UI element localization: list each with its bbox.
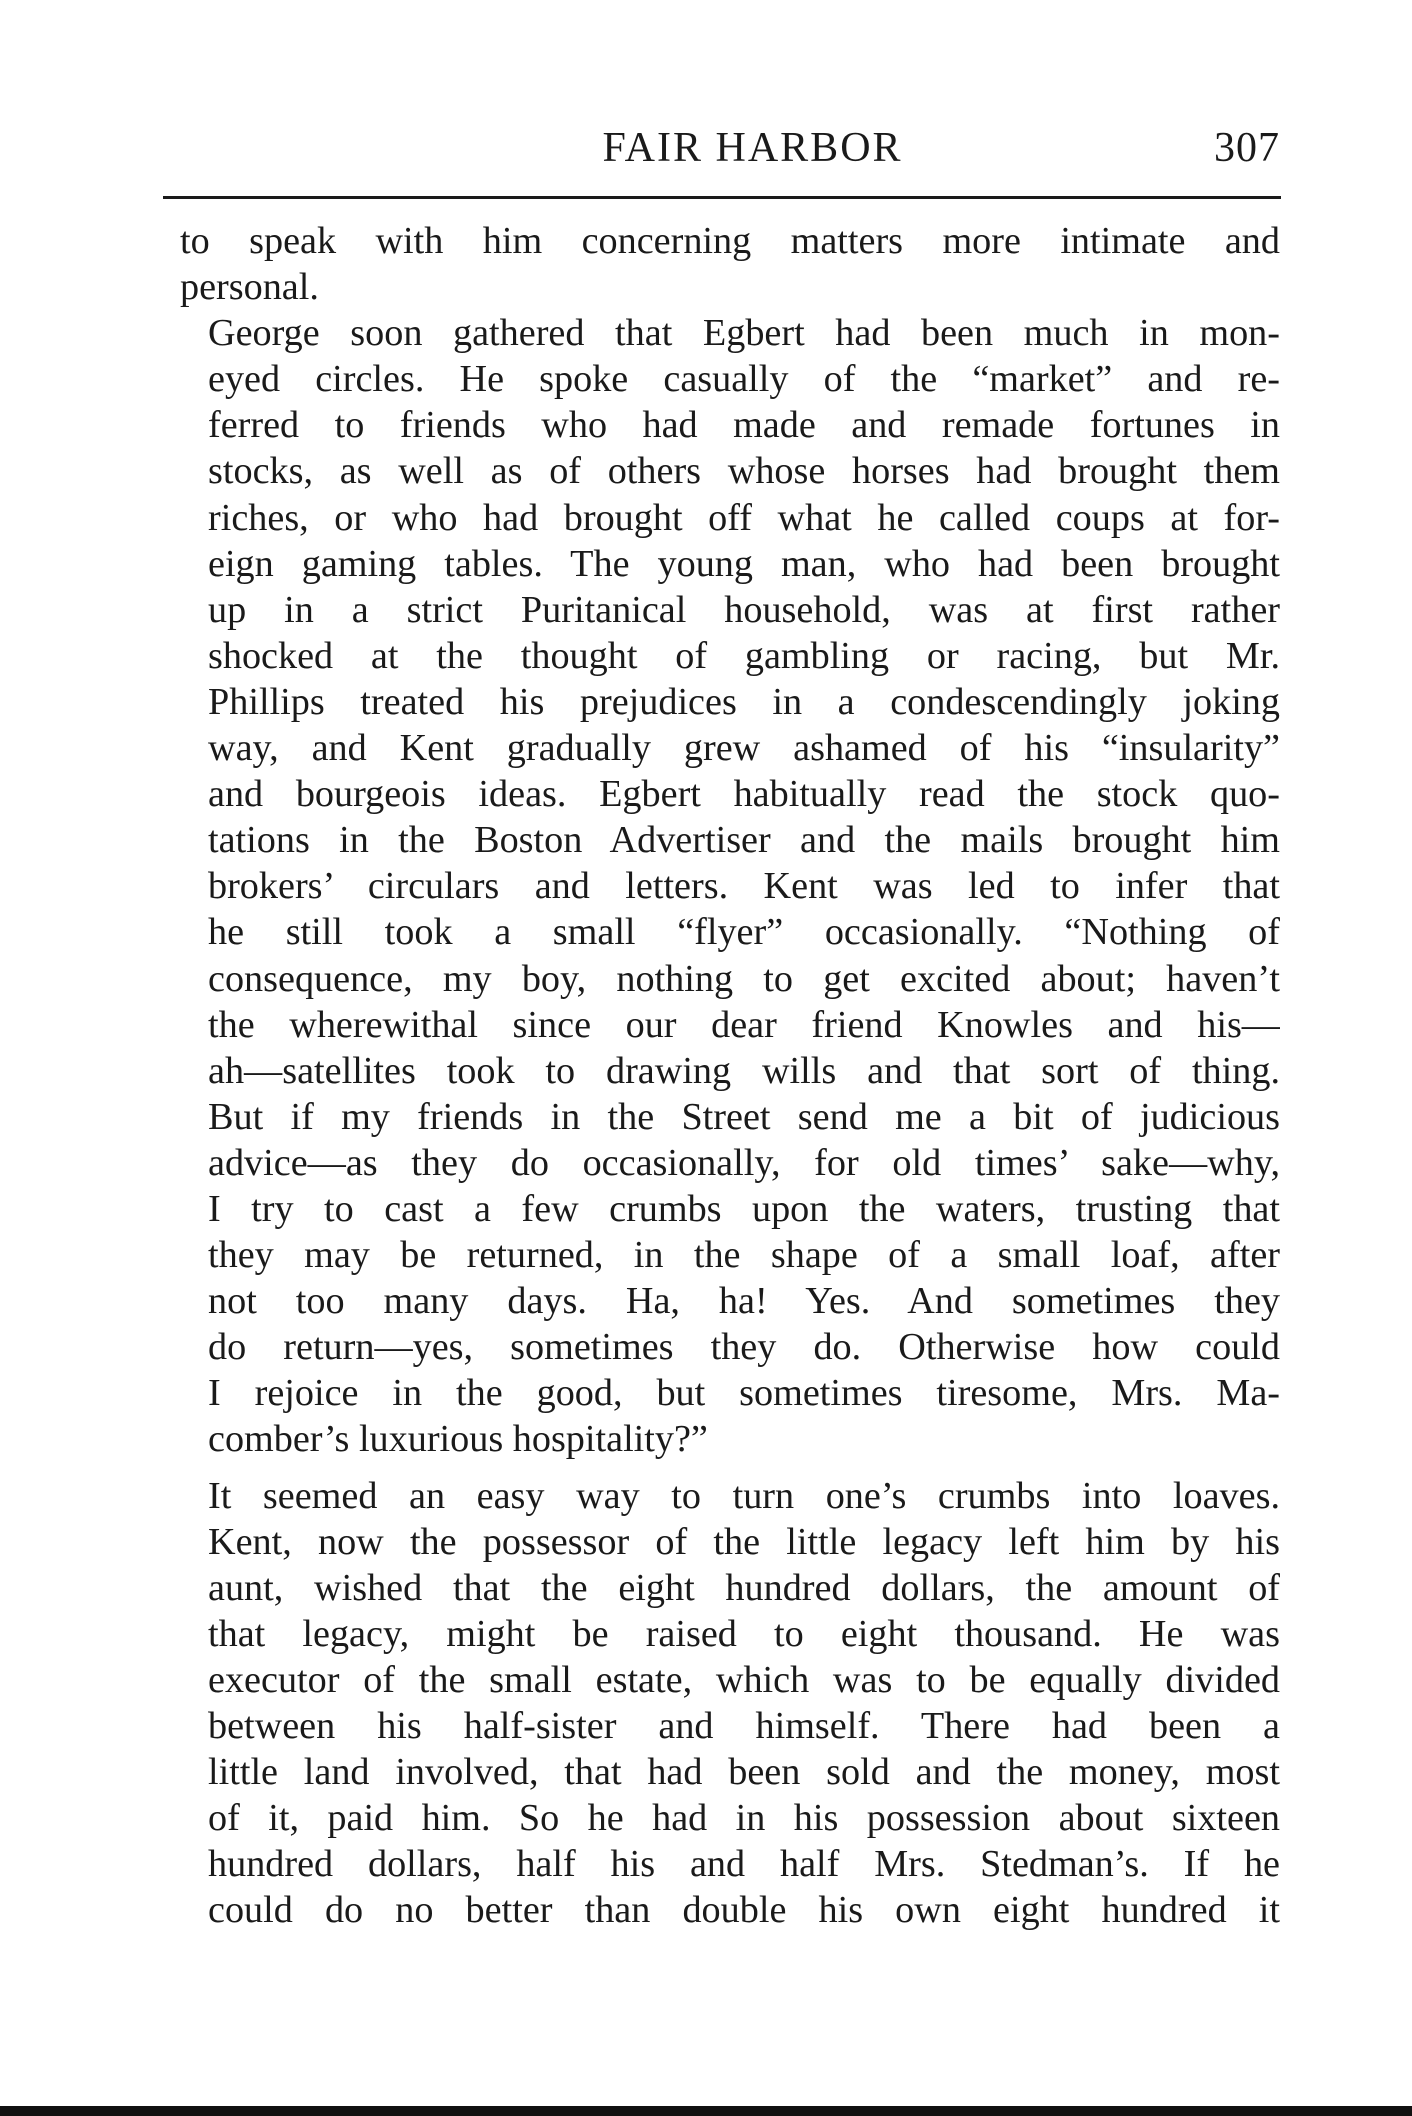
running-head (165, 118, 1280, 178)
text-line: could do no better than double his own eight hundred it (208, 1889, 1280, 1932)
header-rule (163, 196, 1281, 199)
paragraph-3 (180, 1473, 1280, 1934)
paragraph-2 (180, 310, 1280, 1462)
text-line: I try to cast a few crumbs upon the waters, trusting that (208, 1187, 1280, 1230)
text-line: not too many days. Ha, ha! Yes. And sometimes they (208, 1280, 1280, 1323)
text-line: aunt, wished that the eight hundred dollars, the amount of (208, 1566, 1280, 1609)
text-line: It seemed an easy way to turn one’s crumbs into loaves. (208, 1474, 1280, 1517)
text-line: little land involved, that had been sold and the money, most (208, 1751, 1280, 1794)
text-line: Phillips treated his prejudices in a condescendingly joking (208, 680, 1280, 723)
text-line: I rejoice in the good, but sometimes tiresome, Mrs. Ma- (208, 1372, 1280, 1415)
text-line: they may be returned, in the shape of a small loaf, after (208, 1234, 1280, 1277)
text-line: Kent, now the possessor of the little legacy left him by his (208, 1520, 1280, 1563)
text-line: do return—yes, sometimes they do. Otherwise how could (208, 1326, 1280, 1369)
text-line: he still took a small “flyer” occasionally. “Nothing of (208, 911, 1280, 954)
text-line: shocked at the thought of gambling or racing, but Mr. (208, 634, 1280, 677)
text-line: up in a strict Puritanical household, was at first rather (208, 588, 1280, 631)
text-line: way, and Kent gradually grew ashamed of his “insularity” (208, 727, 1280, 770)
text-line: eign gaming tables. The young man, who had been brought (208, 542, 1280, 585)
page-number: 307 (1214, 125, 1280, 171)
text-line: eyed circles. He spoke casually of the “market” and re- (208, 358, 1280, 401)
running-title: FAIR HARBOR (602, 125, 903, 171)
text-line: the wherewithal since our dear friend Knowles and his— (208, 1003, 1280, 1046)
text-line: ah—satellites took to drawing wills and that sort of thing. (208, 1049, 1280, 1092)
text-line: hundred dollars, half his and half Mrs. Stedman’s. If he (208, 1843, 1280, 1886)
text-line: brokers’ circulars and letters. Kent was led to infer that (208, 865, 1280, 908)
text-line: and bourgeois ideas. Egbert habitually read the stock quo- (208, 773, 1280, 816)
text-line: between his half-sister and himself. There had been a (208, 1705, 1280, 1747)
text-line: to speak with him concerning matters more intimate and (180, 220, 1280, 262)
body-text (180, 218, 1280, 1933)
text-line: that legacy, might be raised to eight thousand. He was (208, 1612, 1280, 1655)
text-line: of it, paid him. So he had in his possession about sixteen (208, 1797, 1280, 1840)
text-line: tations in the Boston Advertiser and the mails brought him (208, 819, 1280, 862)
scan-edge (0, 2106, 1412, 2116)
text-line: personal. (180, 266, 319, 309)
text-line: riches, or who had brought off what he called coups at for- (208, 496, 1280, 539)
text-line: But if my friends in the Street send me a bit of judicious (208, 1095, 1280, 1138)
text-line: comber’s luxurious hospitality?” (208, 1418, 708, 1461)
text-line: George soon gathered that Egbert had been much in mon- (208, 312, 1280, 355)
text-line: executor of the small estate, which was to be equally divided (208, 1658, 1280, 1701)
text-line: consequence, my boy, nothing to get excited about; haven’t (208, 957, 1280, 1000)
text-line: ferred to friends who had made and remade fortunes in (208, 404, 1280, 447)
paragraph-1 (180, 218, 1280, 310)
text-line: stocks, as well as of others whose horses had brought them (208, 450, 1280, 493)
text-line: advice—as they do occasionally, for old times’ sake—why, (208, 1141, 1280, 1184)
